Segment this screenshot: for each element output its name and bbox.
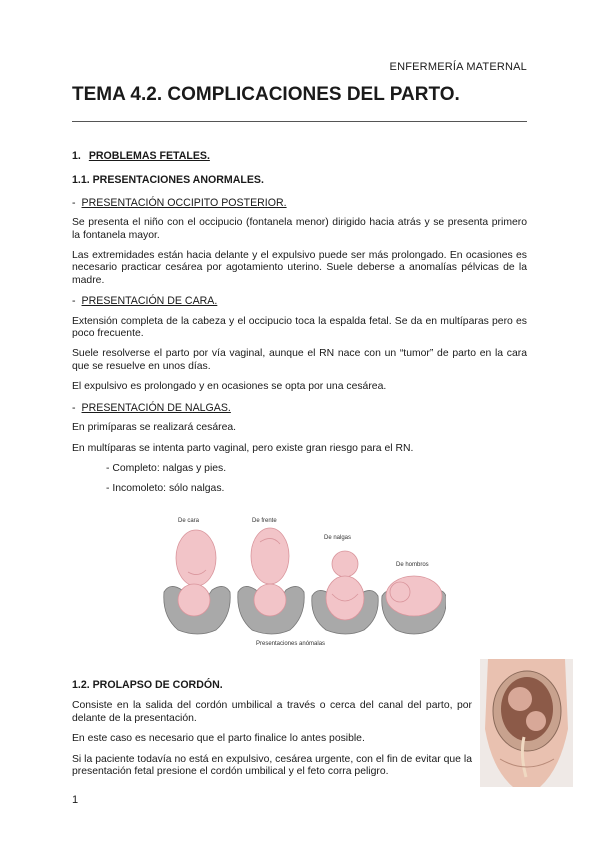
section-1-number: 1. [72, 150, 81, 162]
figure-caption: Presentaciones anómalas [256, 641, 326, 647]
fetus-frente-figure [238, 528, 304, 634]
nalgas-paragraph-1: En primíparas se realizará cesárea. [72, 422, 237, 434]
subsection-1-1-heading: 1.1. PRESENTACIONES ANORMALES. [72, 174, 264, 187]
cara-paragraph-2: Suele resolverse el parto por vía vaginal, aunque el RN nace con un “tumor” de parto en la cara que se resuelve en unos días. [72, 348, 527, 372]
occipito-heading-text: PRESENTACIÓN OCCIPITO POSTERIOR. [81, 196, 287, 209]
occipito-paragraph-2: Las extremidades están hacia delante y el expulsivo puede ser más prolongado. En ocasiones es necesario practicar cesárea por agotamiento uterino. Suele deberse a anomalías pélvicas de la madre. [72, 250, 527, 286]
fetus-nalgas-figure [312, 551, 378, 634]
section-1-label: PROBLEMAS FETALES. [88, 150, 210, 162]
nalgas-paragraph-2: En multíparas se intenta parto vaginal, pero existe gran riesgo para el RN. [72, 442, 414, 454]
nalgas-item-incompleto: - Incomoleto: sólo nalgas. [106, 483, 225, 495]
fetus-cara-figure [164, 530, 230, 634]
title-divider [72, 121, 527, 122]
page-number: 1 [72, 794, 79, 806]
nalgas-item-completo: - Completo: nalgas y pies. [106, 462, 227, 474]
presentations-illustration [160, 512, 446, 650]
figure-label-cara: De cara [178, 518, 200, 524]
cordon-paragraph-2: En este caso es necesario que el parto finalice lo antes posible. [72, 733, 365, 745]
nalgas-heading-text: PRESENTACIÓN DE NALGAS. [81, 401, 231, 414]
fetus-hombros-figure [382, 576, 446, 634]
figure-label-nalgas: De nalgas [324, 535, 352, 541]
cordon-paragraph-3: Si la paciente todavía no está en expulsivo, cesárea urgente, con el fin de evitar que la presentación fetal presione el cordón umbilical y el feto corra peligro. [72, 753, 472, 778]
cara-heading: - PRESENTACIÓN DE CARA. [72, 295, 218, 308]
cord-prolapse-illustration [480, 659, 573, 787]
cara-paragraph-3: El expulsivo es prolongado y en ocasiones se opta por una cesárea. [72, 381, 387, 393]
cara-paragraph-1: Extensión completa de la cabeza y el occipucio toca la espalda fetal. Se da en multíparas pero es poco frecuente. [72, 315, 527, 340]
figure-label-hombros: De hombros [396, 562, 429, 568]
page-title: TEMA 4.2. COMPLICACIONES DEL PARTO. [72, 84, 460, 105]
figure-label-frente: De frente [252, 518, 277, 524]
occipito-heading: - PRESENTACIÓN OCCIPITO POSTERIOR. [72, 196, 287, 209]
section-1-heading [72, 150, 527, 162]
course-header: ENFERMERÍA MATERNAL [389, 61, 527, 73]
subsection-1-2-heading: 1.2. PROLAPSO DE CORDÓN. [72, 679, 223, 691]
occipito-paragraph-1: Se presenta el niño con el occipucio (fontanela menor) dirigido hacia atrás y se presenta primero la fontanela mayor. [72, 217, 527, 241]
cordon-paragraph-1: Consiste en la salida del cordón umbilical a través o cerca del canal del parto, por delante de la presentación. [72, 700, 472, 724]
cara-heading-text: PRESENTACIÓN DE CARA. [81, 295, 218, 308]
main-content [72, 150, 527, 504]
subsection-1-2 [72, 679, 472, 786]
nalgas-heading: - PRESENTACIÓN DE NALGAS. [72, 401, 231, 414]
